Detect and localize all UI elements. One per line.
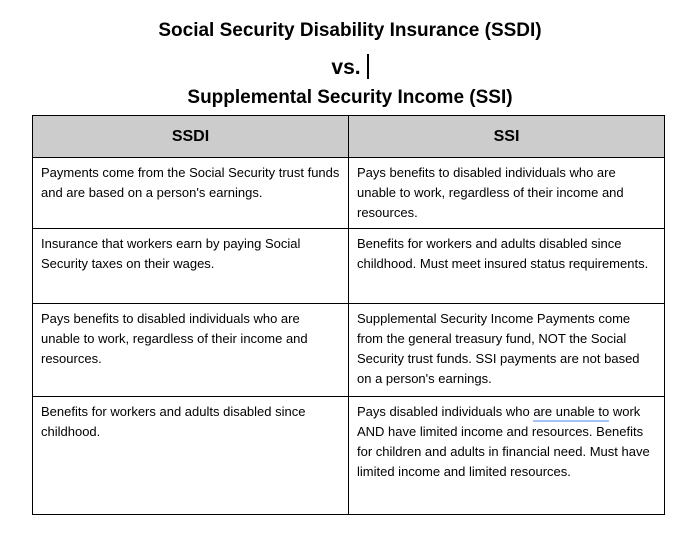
cell-ssdi-row4[interactable]: Benefits for workers and adults disabled since childhood. [33, 397, 349, 515]
cell-ssdi-row2[interactable]: Insurance that workers earn by paying Social Security taxes on their wages. [33, 229, 349, 304]
header-cell-ssi[interactable]: SSI [349, 116, 665, 158]
cell-ssi-row4[interactable] [349, 397, 665, 515]
cell-text-segment: work AND have limited income and resources. Benefits for children and adults in financial need. Must have limited income and limited resources. [357, 404, 650, 479]
document-title-line1[interactable]: Social Security Disability Insurance (SSDI) [158, 20, 542, 41]
table-row [33, 229, 665, 304]
header-cell-ssdi[interactable]: SSDI [33, 116, 349, 158]
suggestion-underlined-text[interactable]: are unable to [533, 404, 609, 422]
table-row [33, 304, 665, 397]
document-title-vs[interactable] [0, 54, 700, 81]
cell-text-segment: Pays disabled individuals who [357, 404, 534, 419]
vs-text: vs. [331, 56, 361, 79]
cell-ssi-row3[interactable]: Supplemental Security Income Payments come from the general treasury fund, NOT the Social Security trust funds. SSI payments are not based on a person's earnings. [349, 304, 665, 397]
cell-ssdi-row1[interactable]: Payments come from the Social Security trust funds and are based on a person's earnings. [33, 158, 349, 229]
cell-ssi-row1[interactable]: Pays benefits to disabled individuals who are unable to work, regardless of their income and resources. [349, 158, 665, 229]
cell-ssi-row2[interactable]: Benefits for workers and adults disabled since childhood. Must meet insured status requirements. [349, 229, 665, 304]
cell-ssdi-row3[interactable]: Pays benefits to disabled individuals who are unable to work, regardless of their income and resources. [33, 304, 349, 397]
comparison-table [32, 115, 665, 515]
document-title-line3[interactable]: Supplemental Security Income (SSI) [187, 87, 513, 108]
table-header-row [33, 116, 665, 158]
text-cursor [367, 54, 369, 79]
table-row [33, 158, 665, 229]
table-row [33, 397, 665, 515]
